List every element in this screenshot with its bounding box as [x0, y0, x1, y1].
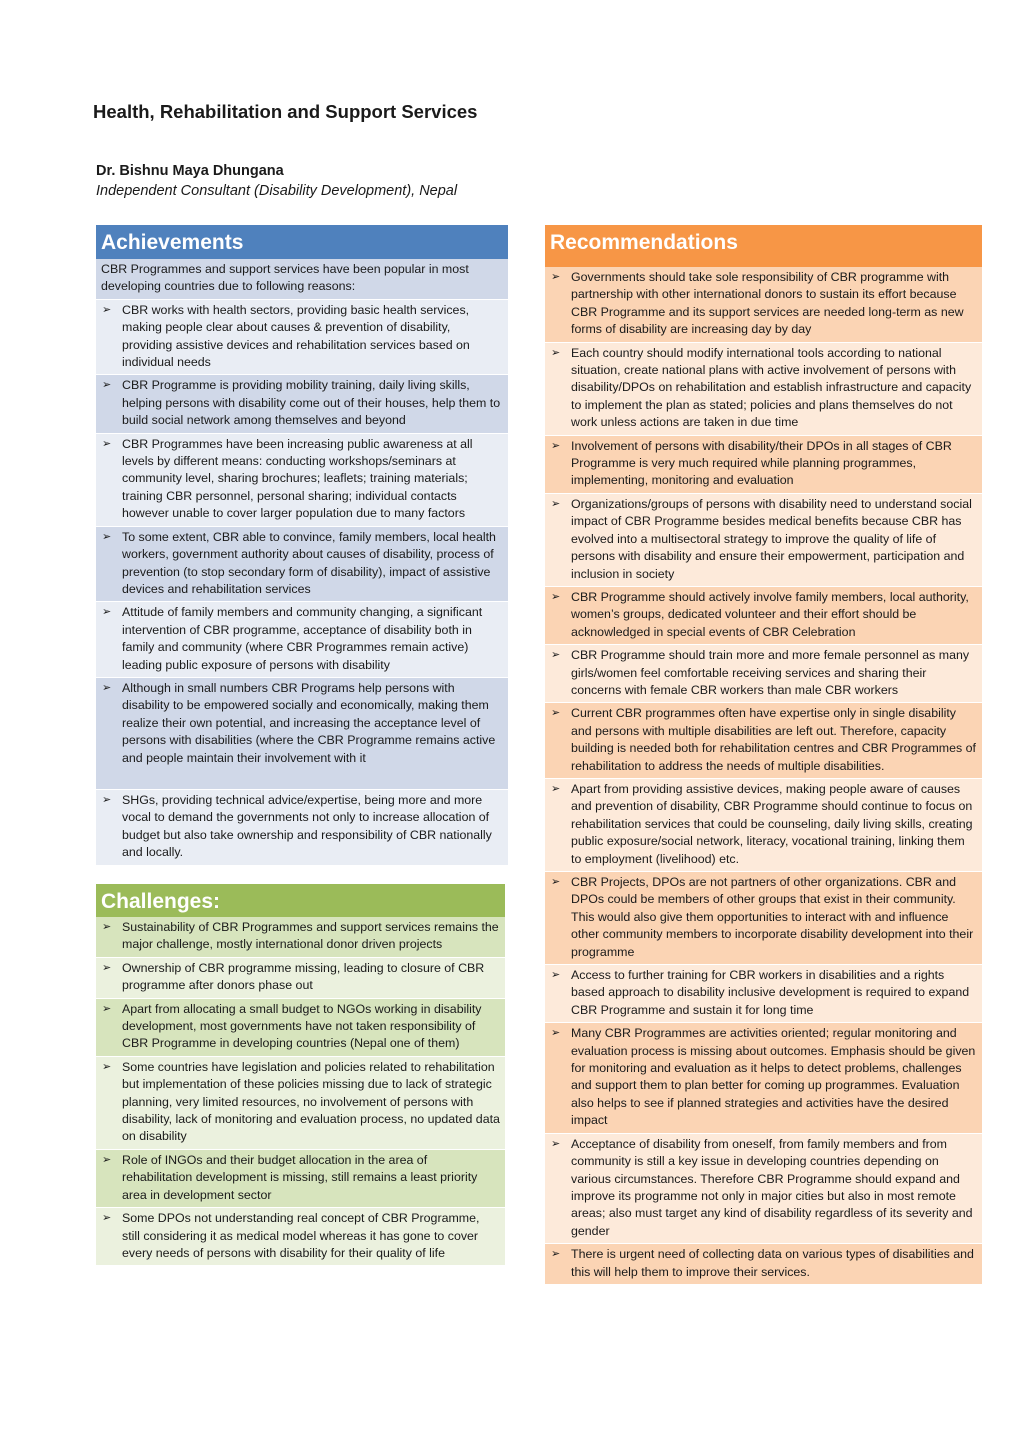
recommendation-item	[545, 267, 982, 343]
recommendation-item	[545, 494, 982, 587]
document-title: Health, Rehabilitation and Support Services	[93, 101, 478, 122]
arrow-bullet-icon: ➢	[551, 590, 561, 603]
achievements-intro: CBR Programmes and support services have been popular in most developing countries due to following reasons:	[96, 259, 508, 300]
recommendation-text: Each country should modify international tools according to national situation, create national plans with active involvement of persons with disability/DPOs on rehabilitation and establish infrastructure and capacity to implement the plan as stated; policies and plans themselves do not work unless actions are taken in due time	[571, 345, 972, 430]
arrow-bullet-icon: ➢	[102, 606, 112, 619]
challenges-heading: Challenges:	[96, 884, 505, 917]
recommendation-item	[545, 587, 982, 645]
arrow-bullet-icon: ➢	[102, 303, 112, 316]
achievement-text: Attitude of family members and community changing, a significant intervention of CBR programme, acceptance of disability both in family and community (where CBR Programmes remain active) leading public exposure of persons with disability	[122, 605, 483, 672]
achievements-panel	[96, 225, 508, 866]
arrow-bullet-icon: ➢	[551, 271, 561, 283]
arrow-bullet-icon: ➢	[102, 1060, 112, 1073]
achievement-text: CBR Programme is providing mobility training, daily living skills, helping persons with disability come out of their houses, help them to build social network among themselves and beyond	[122, 378, 501, 428]
challenge-text: Some countries have legislation and policies related to rehabilitation but implementation of these policies missing due to lack of strategic planning, very limited resources, no involvement of persons with disability, lack of monitoring and evaluation process, no updated data on disability	[122, 1059, 500, 1144]
challenges-panel	[96, 884, 505, 1266]
recommendation-text: CBR Programme should actively involve family members, local authority, women’s groups, dedicated volunteer and their effort should be acknowledged in special events of CBR Celebration	[571, 589, 969, 639]
arrow-bullet-icon: ➢	[102, 437, 112, 450]
recommendation-text: Governments should take sole responsibility of CBR programme with partnership with other international donors to sustain its effort because CBR Programme and its support services are needed long-term as new forms of disability are increasing day by day	[571, 270, 964, 337]
recommendation-text: Access to further training for CBR workers in disabilities and a rights based approach to disability inclusive development is required to expand CBR Programme and sustain it for long time	[571, 968, 970, 1017]
challenge-text: Sustainability of CBR Programmes and support services remains the major challenge, mostly international donor driven projects	[122, 920, 499, 952]
challenge-text: Apart from allocating a small budget to NGOs working in disability development, most governments have not taken responsibility of CBR Programme in developing countries (Nepal one of them)	[122, 1001, 482, 1051]
challenge-item	[96, 1150, 505, 1208]
recommendation-item	[545, 703, 982, 779]
recommendation-text: Current CBR programmes often have expertise only in single disability and persons with multiple disabilities are left out. Therefore, capacity building is needed both for rehabilitation centres and CBR Programmes of rehabilitation to address the needs of multiple disabilities.	[571, 706, 976, 773]
recommendations-panel	[545, 225, 982, 1285]
achievement-text: SHGs, providing technical advice/expertise, being more and more vocal to demand the governments not only to increase allocation of budget but also take ownership and responsibility of CBR nationally and locally.	[122, 792, 492, 860]
recommendation-item	[545, 1134, 982, 1244]
challenge-item	[96, 1057, 505, 1150]
arrow-bullet-icon: ➢	[102, 681, 112, 694]
arrow-bullet-icon: ➢	[551, 1027, 561, 1040]
recommendation-text: CBR Programme should train more and more female personnel as many girls/women feel comfortable receiving services and sharing their concerns with female CBR workers than male CBR workers	[571, 648, 970, 697]
recommendation-item	[545, 872, 982, 965]
recommendation-text: Apart from providing assistive devices, making people aware of causes and prevention of disability, CBR Programme should continue to focus on rehabilitation services that could be counseling, daily living skills, creating public exposure/social network, literacy, vocational training, linking them to employment (livelihood) etc.	[571, 781, 973, 866]
arrow-bullet-icon: ➢	[551, 707, 561, 720]
arrow-bullet-icon: ➢	[551, 649, 561, 662]
challenge-text: Role of INGOs and their budget allocation in the area of rehabilitation development is missing, still remains a least priority area in development sector	[122, 1152, 478, 1202]
recommendation-text: Acceptance of disability from oneself, from family members and from community is still a key issue in developing countries depending on various circumstances. Therefore CBR Programme should expand and improve its programme not only in major cities but also in most remote areas; also must target any kind of disability regardless of its severity and gender	[571, 1136, 973, 1238]
arrow-bullet-icon: ➢	[102, 961, 112, 974]
recommendation-item	[545, 1023, 982, 1133]
achievement-text: Although in small numbers CBR Programs help persons with disability to be empowered socially and economically, making them realize their own potential, and increasing the acceptance level of persons with disabilities (where the CBR Programme remains active and people maintain their involvement with it	[122, 680, 496, 765]
arrow-bullet-icon: ➢	[102, 530, 112, 543]
arrow-bullet-icon: ➢	[551, 1248, 561, 1261]
challenge-text: Ownership of CBR programme missing, leading to closure of CBR programme after donors phase out	[122, 960, 485, 993]
achievement-text: To some extent, CBR able to convince, family members, local health workers, government authority about causes of disability, process of prevention (to stop secondary form of disability), impact of assistive devices and rehabilitation services	[122, 529, 496, 596]
achievement-item	[96, 434, 508, 527]
arrow-bullet-icon: ➢	[102, 1002, 112, 1015]
arrow-bullet-icon: ➢	[551, 497, 561, 510]
arrow-bullet-icon: ➢	[551, 1137, 561, 1150]
author-affiliation: Independent Consultant (Disability Development), Nepal	[96, 183, 458, 199]
achievement-item	[96, 527, 508, 603]
arrow-bullet-icon: ➢	[102, 793, 112, 806]
achievement-item	[96, 300, 508, 376]
arrow-bullet-icon: ➢	[551, 346, 561, 359]
achievement-item	[96, 678, 508, 790]
achievement-text: CBR Programmes have been increasing public awareness at all levels by different means: conducting workshops/seminars at community level, sharing brochures; leaflets; training materials; training CBR personnel, personal sharing; individual contacts however unable to cover larger population due to many factors	[122, 436, 473, 521]
recommendation-item	[545, 965, 982, 1023]
recommendation-text: Involvement of persons with disability/their DPOs in all stages of CBR Programme is very much required while planning programmes, implementing, monitoring and evaluation	[571, 438, 952, 488]
arrow-bullet-icon: ➢	[551, 876, 561, 888]
challenge-item	[96, 917, 505, 958]
recommendation-item	[545, 779, 982, 872]
arrow-bullet-icon: ➢	[102, 379, 112, 392]
achievement-item	[96, 790, 508, 866]
challenge-item	[96, 958, 505, 999]
recommendation-text: Many CBR Programmes are activities oriented; regular monitoring and evaluation process is missing about outcomes. Emphasis should be given for monitoring and evaluation as it helps to detect problems, challenges and support them to plan better for coming up programmes. Evaluation also helps to see if planned strategies and activities have the desired impact	[571, 1026, 976, 1128]
achievement-text: CBR works with health sectors, providing basic health services, making people clear about causes & prevention of disability, providing assistive devices and rehabilitation services based on individual needs	[122, 302, 470, 370]
achievement-item	[96, 375, 508, 433]
recommendation-item	[545, 343, 982, 436]
recommendation-text: There is urgent need of collecting data on various types of disabilities and this will help them to improve their services.	[571, 1247, 974, 1279]
achievement-item	[96, 602, 508, 678]
recommendations-heading: Recommendations	[545, 225, 982, 267]
recommendation-text: Organizations/groups of persons with disability need to understand social impact of CBR Programme besides medical benefits because CBR has evolved into a multisectoral strategy to improve the quality of life of persons with disability and ensure their empowerment, participation and inclusion in society	[571, 496, 972, 581]
arrow-bullet-icon: ➢	[551, 439, 561, 452]
arrow-bullet-icon: ➢	[551, 782, 561, 795]
recommendation-item	[545, 645, 982, 703]
challenge-item	[96, 999, 505, 1057]
recommendation-item	[545, 436, 982, 494]
arrow-bullet-icon: ➢	[102, 921, 112, 933]
arrow-bullet-icon: ➢	[102, 1212, 112, 1225]
recommendation-text: CBR Projects, DPOs are not partners of other organizations. CBR and DPOs could be members of other groups that exist in their community. This would also give them opportunities to interact with and influence other community members to incorporate disability development into their programme	[571, 875, 974, 959]
recommendation-item	[545, 1244, 982, 1285]
arrow-bullet-icon: ➢	[102, 1153, 112, 1166]
challenge-text: Some DPOs not understanding real concept of CBR Programme, still considering it as medical model whereas it has gone to cover every needs of persons with disability for their quality of life	[122, 1211, 480, 1260]
author-name: Dr. Bishnu Maya Dhungana	[96, 163, 284, 179]
arrow-bullet-icon: ➢	[551, 969, 561, 982]
challenge-item	[96, 1208, 505, 1266]
achievements-heading: Achievements	[96, 225, 508, 259]
